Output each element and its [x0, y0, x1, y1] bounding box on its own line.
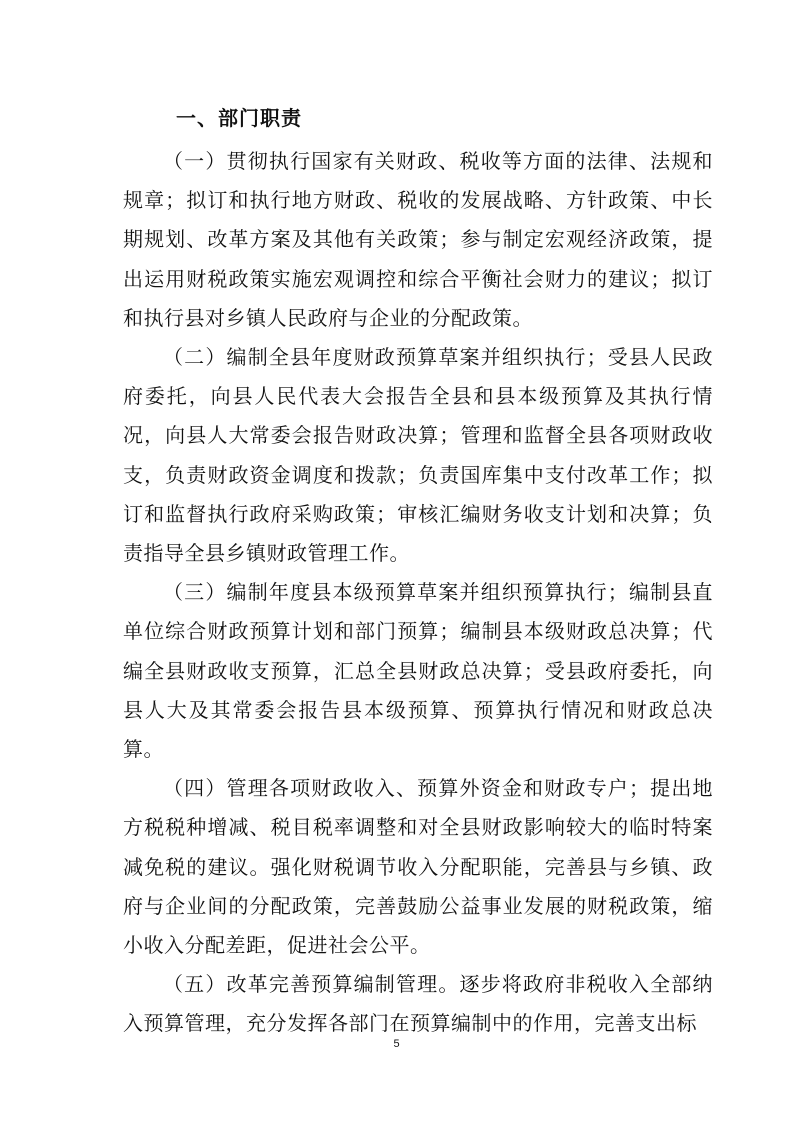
paragraph-1: （一）贯彻执行国家有关财政、税收等方面的法律、法规和规章；拟订和执行地方财政、税收的发展战略、方针政策、中长期规划、改革方案及其他有关政策；参与制定宏观经济政策，提出运用财税政策实施宏观调控和综合平衡社会财力的建议；拟订和执行县对乡镇人民政府与企业的分配政策。 [123, 149, 713, 330]
page-number: 5 [393, 1038, 400, 1050]
section-heading: 一、部门职责 [176, 106, 302, 130]
paragraph-2: （二）编制全县年度财政预算草案并组织执行；受县人民政府委托，向县人民代表大会报告全县和县本级预算及其执行情况，向县人大常委会报告财政决算；管理和监督全县各项财政收支，负责财政资金调度和拨款；负责国库集中支付改革工作；拟订和监督执行政府采购政策；审核汇编财务收支计划和决算；负责指导全县乡镇财政管理工作。 [123, 345, 713, 566]
paragraph-4: （四）管理各项财政收入、预算外资金和财政专户；提出地方税税种增减、税目税率调整和对全县财政影响较大的临时特案减免税的建议。强化财税调节收入分配职能，完善县与乡镇、政府与企业间的分配政策，完善鼓励公益事业发展的财税政策，缩小收入分配差距，促进社会公平。 [123, 776, 713, 958]
document-body [123, 142, 713, 1044]
paragraph-5: （五）改革完善预算编制管理。逐步将政府非税收入全部纳入预算管理，充分发挥各部门在预算编制中的作用，完善支出标 [123, 972, 713, 1036]
paragraph-3: （三）编制年度县本级预算草案并组织预算执行；编制县直单位综合财政预算计划和部门预算；编制县本级财政总决算；代编全县财政收支预算，汇总全县财政总决算；受县政府委托，向县人大及其常委会报告县本级预算、预算执行情况和财政总决算。 [123, 580, 713, 762]
